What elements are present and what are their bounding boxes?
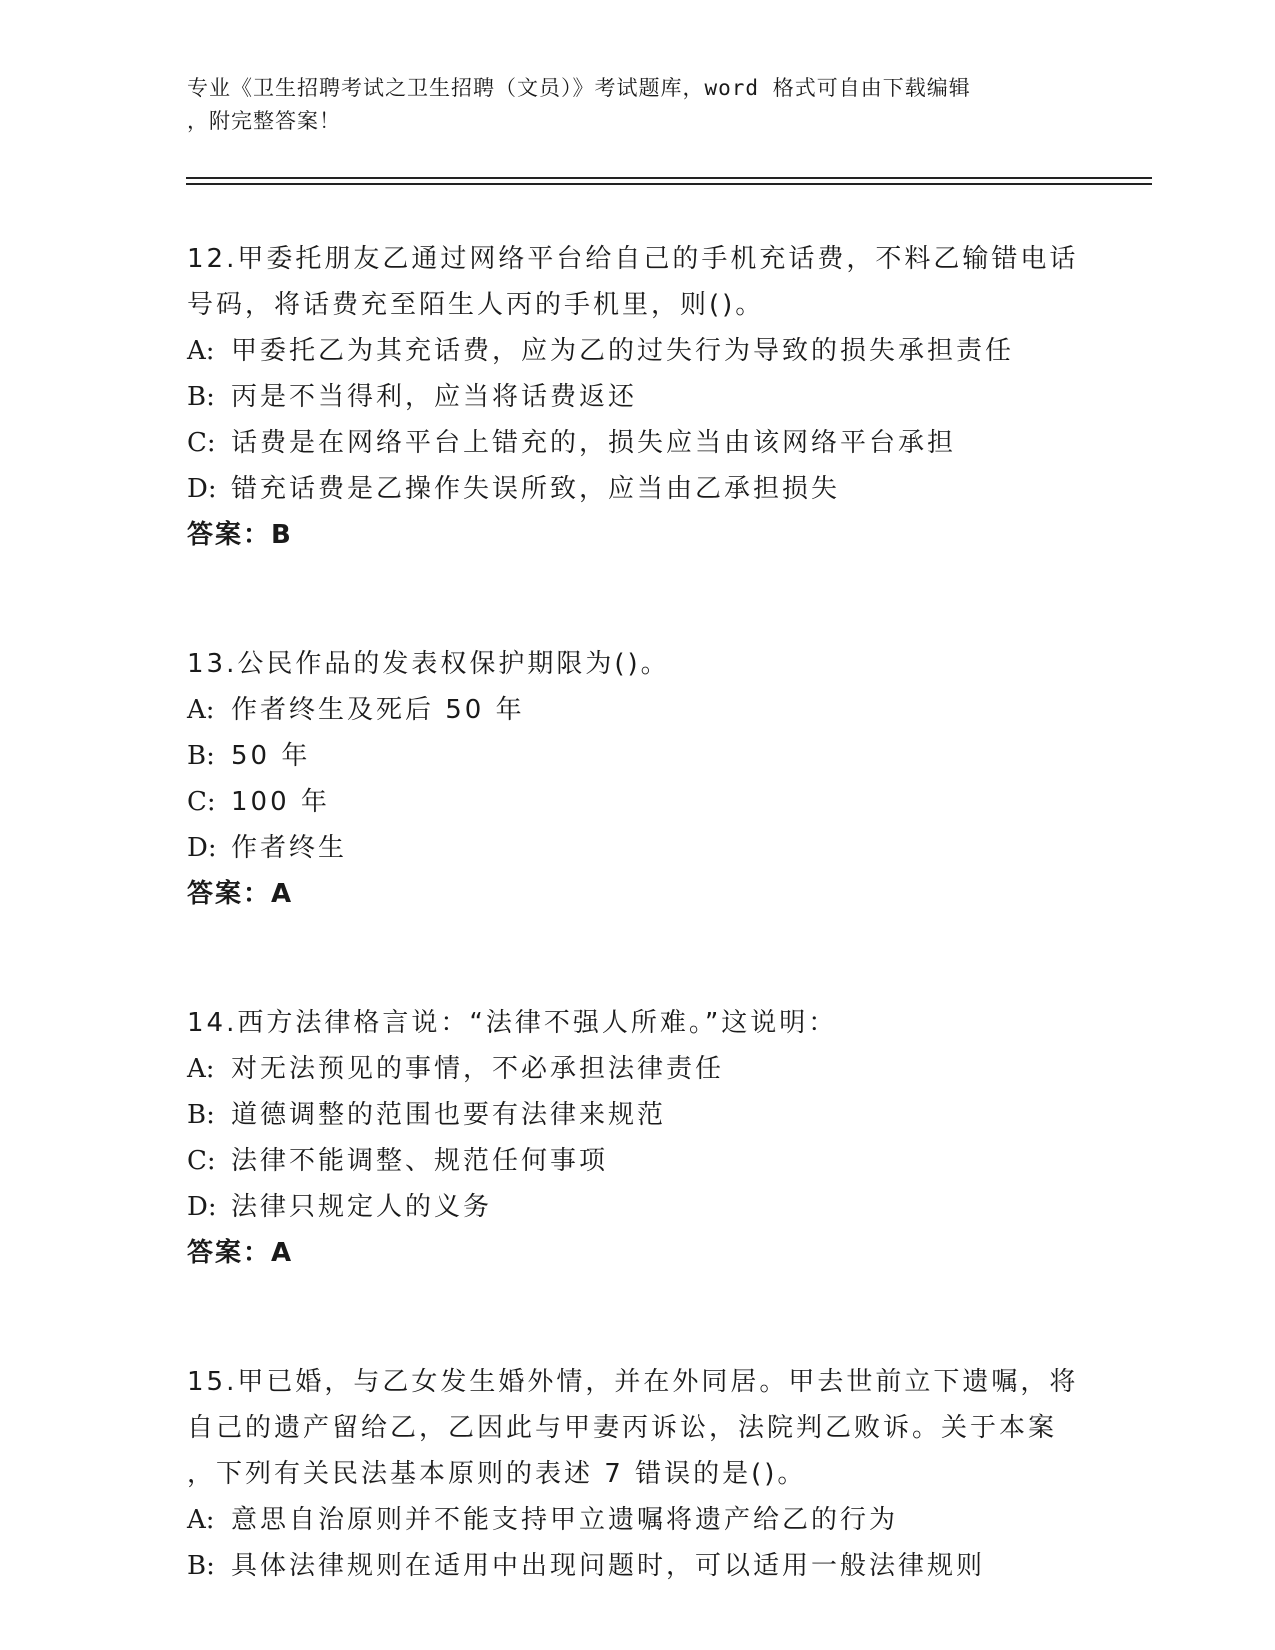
document-header bbox=[187, 72, 1087, 138]
option-letter: D: bbox=[187, 474, 217, 504]
option-c bbox=[187, 779, 1087, 825]
question-stem: 15.甲已婚，与乙女发生婚外情，并在外同居。甲去世前立下遗嘱，将 bbox=[187, 1367, 1079, 1397]
option-text: 意思自治原则并不能支持甲立遗嘱将遗产给乙的行为 bbox=[231, 1505, 899, 1535]
option-text: 丙是不当得利，应当将话费返还 bbox=[231, 382, 638, 412]
option-letter: C: bbox=[187, 1146, 216, 1176]
option-letter: D: bbox=[187, 1192, 217, 1222]
option-b bbox=[187, 733, 1087, 779]
question-stem: 14.西方法律格言说：“法律不强人所难。”这说明： bbox=[187, 1008, 838, 1038]
option-a bbox=[187, 687, 1087, 733]
option-text: 具体法律规则在适用中出现问题时，可以适用一般法律规则 bbox=[231, 1551, 986, 1581]
question-12 bbox=[187, 236, 1087, 558]
option-text: 话费是在网络平台上错充的，损失应当由该网络平台承担 bbox=[231, 428, 957, 458]
question-stem: 号码，将话费充至陌生人丙的手机里，则()。 bbox=[187, 290, 765, 320]
option-text: 作者终生 bbox=[231, 833, 348, 863]
option-text: 作者终生及死后 50 年 bbox=[231, 695, 525, 725]
option-a bbox=[187, 328, 1087, 374]
question-stem: 12.甲委托朋友乙通过网络平台给自己的手机充话费，不料乙输错电话 bbox=[187, 244, 1079, 274]
option-b bbox=[187, 374, 1087, 420]
option-c bbox=[187, 420, 1087, 466]
question-stem: ，下列有关民法基本原则的表述 7 错误的是()。 bbox=[187, 1459, 807, 1489]
option-text: 道德调整的范围也要有法律来规范 bbox=[231, 1100, 667, 1130]
option-letter: C: bbox=[187, 787, 216, 817]
option-letter: A: bbox=[187, 1054, 215, 1084]
option-letter: A: bbox=[187, 336, 215, 366]
header-divider bbox=[186, 177, 1152, 179]
question-14 bbox=[187, 1000, 1087, 1276]
option-letter: A: bbox=[187, 695, 215, 725]
option-a bbox=[187, 1497, 1087, 1543]
header-line: 专业《卫生招聘考试之卫生招聘（文员）》考试题库，word 格式可自由下载编辑 bbox=[187, 76, 971, 100]
question-15 bbox=[187, 1359, 1087, 1589]
option-text: 100 年 bbox=[231, 787, 330, 817]
option-d bbox=[187, 825, 1087, 871]
question-stem: 自己的遗产留给乙，乙因此与甲妻丙诉讼，法院判乙败诉。关于本案 bbox=[187, 1413, 1058, 1443]
option-letter: A: bbox=[187, 1505, 215, 1535]
question-stem: 13.公民作品的发表权保护期限为()。 bbox=[187, 649, 670, 679]
option-letter: B: bbox=[187, 1551, 215, 1581]
question-13 bbox=[187, 641, 1087, 917]
option-letter: B: bbox=[187, 741, 215, 771]
answer-label: 答案：A bbox=[187, 1238, 294, 1268]
answer-label: 答案：A bbox=[187, 879, 294, 909]
option-letter: B: bbox=[187, 382, 215, 412]
option-text: 50 年 bbox=[231, 741, 311, 771]
answer-label: 答案：B bbox=[187, 520, 293, 550]
option-letter: C: bbox=[187, 428, 216, 458]
option-letter: D: bbox=[187, 833, 217, 863]
question-list bbox=[187, 236, 1087, 1589]
option-text: 错充话费是乙操作失误所致，应当由乙承担损失 bbox=[231, 474, 841, 504]
option-text: 法律不能调整、规范任何事项 bbox=[231, 1146, 609, 1176]
option-a bbox=[187, 1046, 1087, 1092]
option-d bbox=[187, 1184, 1087, 1230]
option-b bbox=[187, 1092, 1087, 1138]
option-d bbox=[187, 466, 1087, 512]
header-line: ，附完整答案！ bbox=[187, 109, 341, 133]
header-divider bbox=[186, 183, 1152, 185]
option-c bbox=[187, 1138, 1087, 1184]
option-letter: B: bbox=[187, 1100, 215, 1130]
option-b bbox=[187, 1543, 1087, 1589]
option-text: 对无法预见的事情，不必承担法律责任 bbox=[231, 1054, 725, 1084]
option-text: 法律只规定人的义务 bbox=[231, 1192, 493, 1222]
option-text: 甲委托乙为其充话费，应为乙的过失行为导致的损失承担责任 bbox=[231, 336, 1015, 366]
